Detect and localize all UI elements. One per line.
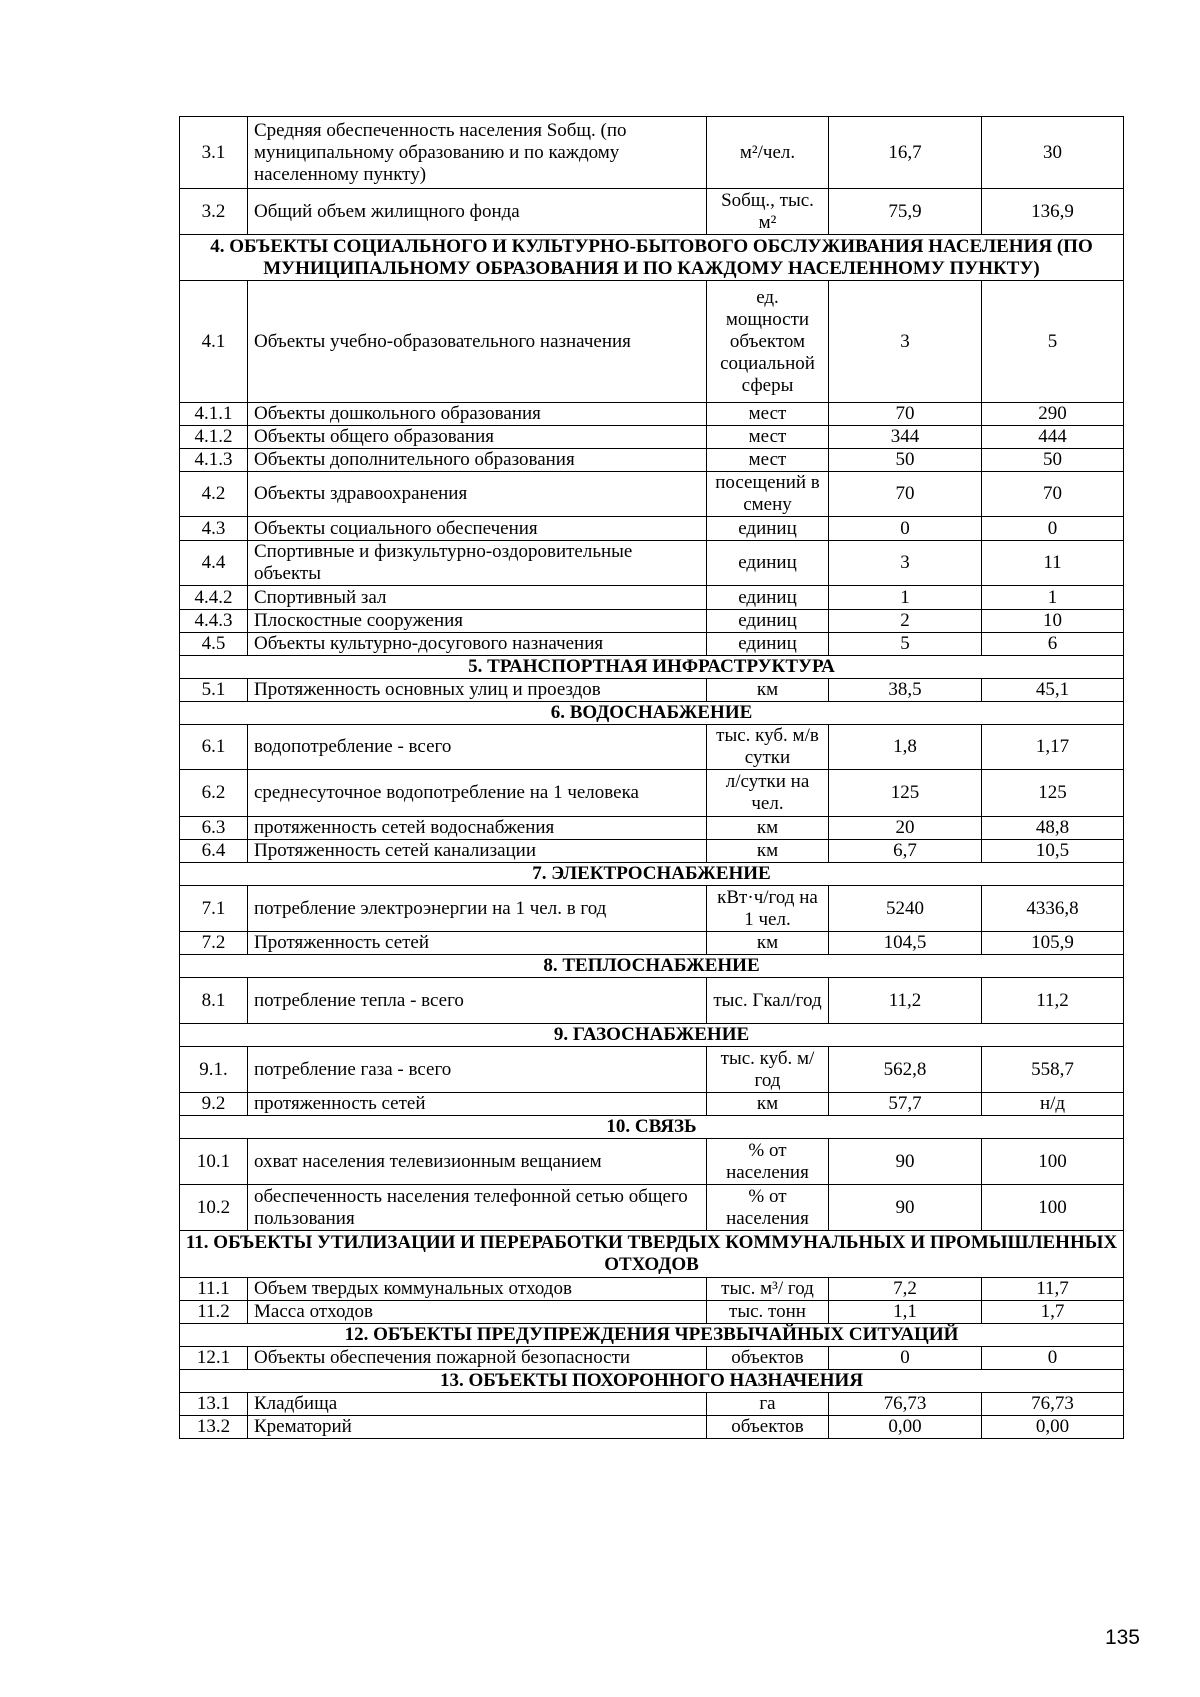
- value-current: 70: [829, 472, 982, 517]
- value-target: 11: [982, 541, 1124, 586]
- section-header-row: [180, 1324, 1124, 1347]
- unit-of-measure: объектов: [707, 1416, 829, 1439]
- value-current: 6,7: [829, 840, 982, 863]
- indicator-name: Протяженность сетей: [248, 932, 707, 955]
- value-target: 30: [982, 117, 1124, 189]
- section-title: 7. ЭЛЕКТРОСНАБЖЕНИЕ: [180, 863, 1124, 886]
- row-number: 7.1: [180, 886, 248, 932]
- value-current: 70: [829, 403, 982, 426]
- indicator-name: Протяженность основных улиц и проездов: [248, 679, 707, 702]
- row-number: 3.2: [180, 189, 248, 235]
- value-target: 100: [982, 1185, 1124, 1231]
- row-number: 4.3: [180, 517, 248, 541]
- table-row: [180, 1393, 1124, 1416]
- table-row: [180, 1185, 1124, 1231]
- unit-of-measure: единиц: [707, 517, 829, 541]
- table-row: [180, 281, 1124, 403]
- row-number: 3.1: [180, 117, 248, 189]
- unit-of-measure: Sобщ., тыс. м²: [707, 189, 829, 235]
- unit-of-measure: км: [707, 932, 829, 955]
- row-number: 13.2: [180, 1416, 248, 1439]
- value-current: 50: [829, 449, 982, 472]
- table-row: [180, 586, 1124, 610]
- unit-of-measure: % от населения: [707, 1185, 829, 1231]
- unit-of-measure: % от населения: [707, 1139, 829, 1185]
- value-current: 562,8: [829, 1047, 982, 1093]
- value-target: 5: [982, 281, 1124, 403]
- value-current: 3: [829, 541, 982, 586]
- unit-of-measure: км: [707, 1093, 829, 1116]
- unit-of-measure: единиц: [707, 610, 829, 633]
- value-current: 3: [829, 281, 982, 403]
- unit-of-measure: мест: [707, 426, 829, 449]
- indicator-name: потребление тепла - всего: [248, 978, 707, 1024]
- table-row: [180, 517, 1124, 541]
- section-header-row: [180, 656, 1124, 679]
- section-header-row: [180, 863, 1124, 886]
- section-title: 11. ОБЪЕКТЫ УТИЛИЗАЦИИ И ПЕРЕРАБОТКИ ТВЕРДЫХ КОММУНАЛЬНЫХ И ПРОМЫШЛЕННЫХ ОТХОДОВ: [180, 1231, 1124, 1278]
- value-target: 10,5: [982, 840, 1124, 863]
- table-row: [180, 633, 1124, 656]
- row-number: 6.3: [180, 817, 248, 840]
- indicator-name: Объекты культурно-досугового назначения: [248, 633, 707, 656]
- row-number: 8.1: [180, 978, 248, 1024]
- value-target: н/д: [982, 1093, 1124, 1116]
- indicator-name: Средняя обеспеченность населения Sобщ. (по муниципальному образованию и по каждому населенному пункту): [248, 117, 707, 189]
- row-number: 6.4: [180, 840, 248, 863]
- table-row: [180, 978, 1124, 1024]
- unit-of-measure: тыс. куб. м/в сутки: [707, 725, 829, 770]
- unit-of-measure: км: [707, 679, 829, 702]
- indicator-name: среднесуточное водопотребление на 1 человека: [248, 770, 707, 817]
- value-target: 76,73: [982, 1393, 1124, 1416]
- row-number: 5.1: [180, 679, 248, 702]
- value-target: 1,17: [982, 725, 1124, 770]
- section-title: 4. ОБЪЕКТЫ СОЦИАЛЬНОГО И КУЛЬТУРНО-БЫТОВОГО ОБСЛУЖИВАНИЯ НАСЕЛЕНИЯ (ПО МУНИЦИПАЛЬНОМУ ОБРАЗОВАНИЯ И ПО КАЖДОМУ НАСЕЛЕННОМУ ПУНКТУ): [180, 235, 1124, 281]
- indicator-name: Кладбища: [248, 1393, 707, 1416]
- indicators-table-body: [180, 117, 1124, 1439]
- section-title: 9. ГАЗОСНАБЖЕНИЕ: [180, 1024, 1124, 1047]
- value-current: 1: [829, 586, 982, 610]
- value-current: 11,2: [829, 978, 982, 1024]
- value-current: 0: [829, 517, 982, 541]
- value-current: 104,5: [829, 932, 982, 955]
- row-number: 10.1: [180, 1139, 248, 1185]
- unit-of-measure: ед. мощности объектом социальной сферы: [707, 281, 829, 403]
- table-row: [180, 725, 1124, 770]
- indicators-table: [179, 116, 1124, 1439]
- row-number: 4.4: [180, 541, 248, 586]
- section-header-row: [180, 1231, 1124, 1278]
- row-number: 4.1.3: [180, 449, 248, 472]
- indicator-name: протяженность сетей: [248, 1093, 707, 1116]
- value-current: 0: [829, 1347, 982, 1370]
- unit-of-measure: единиц: [707, 586, 829, 610]
- value-current: 344: [829, 426, 982, 449]
- value-target: 0,00: [982, 1416, 1124, 1439]
- unit-of-measure: единиц: [707, 633, 829, 656]
- table-row: [180, 1347, 1124, 1370]
- value-target: 6: [982, 633, 1124, 656]
- value-target: 4336,8: [982, 886, 1124, 932]
- unit-of-measure: посещений в смену: [707, 472, 829, 517]
- indicator-name: Объекты дополнительного образования: [248, 449, 707, 472]
- value-current: 125: [829, 770, 982, 817]
- value-current: 57,7: [829, 1093, 982, 1116]
- table-row: [180, 449, 1124, 472]
- unit-of-measure: мест: [707, 403, 829, 426]
- value-target: 0: [982, 1347, 1124, 1370]
- indicator-name: протяженность сетей водоснабжения: [248, 817, 707, 840]
- value-target: 105,9: [982, 932, 1124, 955]
- unit-of-measure: тыс. куб. м/год: [707, 1047, 829, 1093]
- value-target: 48,8: [982, 817, 1124, 840]
- indicator-name: потребление электроэнергии на 1 чел. в год: [248, 886, 707, 932]
- section-title: 8. ТЕПЛОСНАБЖЕНИЕ: [180, 955, 1124, 978]
- indicator-name: Объекты дошкольного образования: [248, 403, 707, 426]
- table-row: [180, 610, 1124, 633]
- value-current: 2: [829, 610, 982, 633]
- indicator-name: обеспеченность населения телефонной сетью общего пользования: [248, 1185, 707, 1231]
- section-title: 10. СВЯЗЬ: [180, 1116, 1124, 1139]
- row-number: 7.2: [180, 932, 248, 955]
- row-number: 11.1: [180, 1278, 248, 1301]
- value-current: 7,2: [829, 1278, 982, 1301]
- value-target: 558,7: [982, 1047, 1124, 1093]
- table-row: [180, 886, 1124, 932]
- indicator-name: Объекты здравоохранения: [248, 472, 707, 517]
- table-row: [180, 1301, 1124, 1324]
- unit-of-measure: тыс. Гкал/год: [707, 978, 829, 1024]
- value-target: 1,7: [982, 1301, 1124, 1324]
- row-number: 4.1.1: [180, 403, 248, 426]
- unit-of-measure: мест: [707, 449, 829, 472]
- row-number: 10.2: [180, 1185, 248, 1231]
- section-header-row: [180, 1370, 1124, 1393]
- indicator-name: Спортивный зал: [248, 586, 707, 610]
- section-title: 5. ТРАНСПОРТНАЯ ИНФРАСТРУКТУРА: [180, 656, 1124, 679]
- table-row: [180, 1139, 1124, 1185]
- value-current: 90: [829, 1139, 982, 1185]
- value-target: 0: [982, 517, 1124, 541]
- indicator-name: Объекты социального обеспечения: [248, 517, 707, 541]
- value-target: 11,7: [982, 1278, 1124, 1301]
- table-row: [180, 1416, 1124, 1439]
- table-row: [180, 932, 1124, 955]
- value-target: 50: [982, 449, 1124, 472]
- section-title: 13. ОБЪЕКТЫ ПОХОРОННОГО НАЗНАЧЕНИЯ: [180, 1370, 1124, 1393]
- table-row: [180, 541, 1124, 586]
- indicator-name: потребление газа - всего: [248, 1047, 707, 1093]
- value-current: 75,9: [829, 189, 982, 235]
- table-row: [180, 117, 1124, 189]
- page-number: 135: [1104, 1626, 1140, 1649]
- value-current: 1,8: [829, 725, 982, 770]
- row-number: 9.1.: [180, 1047, 248, 1093]
- value-current: 0,00: [829, 1416, 982, 1439]
- indicator-name: Масса отходов: [248, 1301, 707, 1324]
- unit-of-measure: тыс. м³/ год: [707, 1278, 829, 1301]
- row-number: 4.1.2: [180, 426, 248, 449]
- value-target: 70: [982, 472, 1124, 517]
- value-target: 1: [982, 586, 1124, 610]
- unit-of-measure: тыс. тонн: [707, 1301, 829, 1324]
- table-row: [180, 817, 1124, 840]
- indicator-name: Объем твердых коммунальных отходов: [248, 1278, 707, 1301]
- unit-of-measure: объектов: [707, 1347, 829, 1370]
- indicator-name: Плоскостные сооружения: [248, 610, 707, 633]
- value-current: 5: [829, 633, 982, 656]
- value-current: 90: [829, 1185, 982, 1231]
- value-target: 125: [982, 770, 1124, 817]
- table-row: [180, 189, 1124, 235]
- unit-of-measure: единиц: [707, 541, 829, 586]
- table-row: [180, 1093, 1124, 1116]
- indicator-name: Крематорий: [248, 1416, 707, 1439]
- table-row: [180, 403, 1124, 426]
- value-target: 136,9: [982, 189, 1124, 235]
- value-current: 1,1: [829, 1301, 982, 1324]
- value-target: 11,2: [982, 978, 1124, 1024]
- indicator-name: охват населения телевизионным вещанием: [248, 1139, 707, 1185]
- row-number: 11.2: [180, 1301, 248, 1324]
- table-row: [180, 770, 1124, 817]
- unit-of-measure: км: [707, 840, 829, 863]
- unit-of-measure: л/сутки на чел.: [707, 770, 829, 817]
- row-number: 9.2: [180, 1093, 248, 1116]
- section-header-row: [180, 235, 1124, 281]
- row-number: 4.2: [180, 472, 248, 517]
- indicator-name: Объекты обеспечения пожарной безопасности: [248, 1347, 707, 1370]
- value-current: 5240: [829, 886, 982, 932]
- table-row: [180, 1278, 1124, 1301]
- value-target: 45,1: [982, 679, 1124, 702]
- row-number: 13.1: [180, 1393, 248, 1416]
- indicator-name: Протяженность сетей канализации: [248, 840, 707, 863]
- indicator-name: водопотребление - всего: [248, 725, 707, 770]
- row-number: 4.1: [180, 281, 248, 403]
- table-row: [180, 426, 1124, 449]
- indicator-name: Спортивные и физкультурно-оздоровительные объекты: [248, 541, 707, 586]
- row-number: 12.1: [180, 1347, 248, 1370]
- row-number: 4.5: [180, 633, 248, 656]
- row-number: 6.2: [180, 770, 248, 817]
- indicator-name: Общий объем жилищного фонда: [248, 189, 707, 235]
- table-row: [180, 840, 1124, 863]
- value-current: 20: [829, 817, 982, 840]
- table-row: [180, 1047, 1124, 1093]
- indicator-name: Объекты общего образования: [248, 426, 707, 449]
- row-number: 6.1: [180, 725, 248, 770]
- value-target: 10: [982, 610, 1124, 633]
- unit-of-measure: га: [707, 1393, 829, 1416]
- value-current: 76,73: [829, 1393, 982, 1416]
- section-header-row: [180, 1116, 1124, 1139]
- value-current: 38,5: [829, 679, 982, 702]
- section-title: 6. ВОДОСНАБЖЕНИЕ: [180, 702, 1124, 725]
- table-row: [180, 679, 1124, 702]
- value-target: 100: [982, 1139, 1124, 1185]
- table-row: [180, 472, 1124, 517]
- unit-of-measure: м²/чел.: [707, 117, 829, 189]
- section-title: 12. ОБЪЕКТЫ ПРЕДУПРЕЖДЕНИЯ ЧРЕЗВЫЧАЙНЫХ СИТУАЦИЙ: [180, 1324, 1124, 1347]
- row-number: 4.4.3: [180, 610, 248, 633]
- value-target: 290: [982, 403, 1124, 426]
- indicator-name: Объекты учебно-образовательного назначения: [248, 281, 707, 403]
- section-header-row: [180, 702, 1124, 725]
- unit-of-measure: кВт·ч/год на 1 чел.: [707, 886, 829, 932]
- row-number: 4.4.2: [180, 586, 248, 610]
- unit-of-measure: км: [707, 817, 829, 840]
- section-header-row: [180, 1024, 1124, 1047]
- section-header-row: [180, 955, 1124, 978]
- value-target: 444: [982, 426, 1124, 449]
- value-current: 16,7: [829, 117, 982, 189]
